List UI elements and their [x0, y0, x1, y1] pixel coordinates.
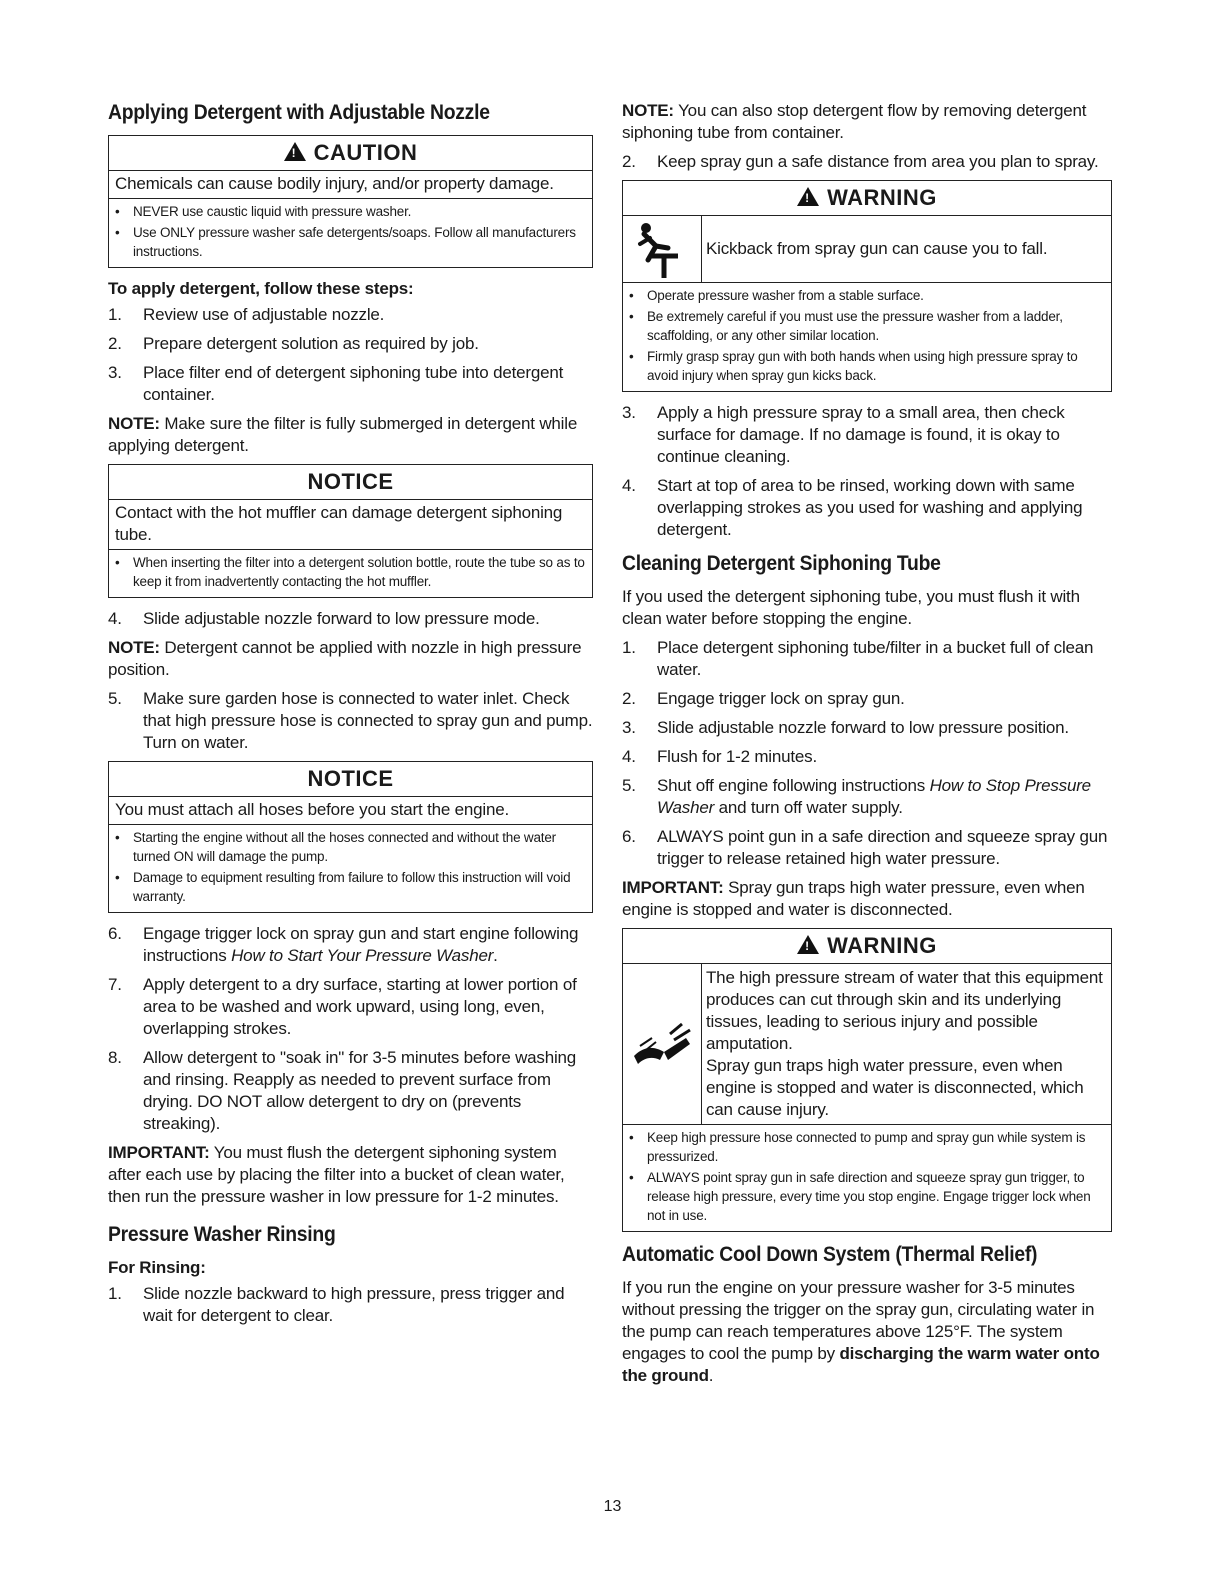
warning-triangle-icon [797, 935, 819, 954]
section-title-cool-down: Automatic Cool Down System (Thermal Relief) [622, 1242, 1038, 1266]
step-item: 2. Keep spray gun a safe distance from area you plan to spray. [622, 152, 1099, 171]
cool-down-text: If you run the engine on your pressure washer for 3-5 minutes without pressing the trigger on the spray gun, circulating water in the pump can reach temperatures above 125°F. The system engages to cool the pump by discharging the warm water onto the ground. [622, 1278, 1100, 1385]
step-item: 1. Place detergent siphoning tube/filter in a bucket full of clean water. [622, 638, 1094, 679]
note-high-pressure: NOTE: Detergent cannot be applied with nozzle in high pressure position. [108, 638, 582, 679]
bullet-item: • Operate pressure washer from a stable surface. [629, 286, 1107, 305]
step-item: 4. Start at top of area to be rinsed, working down with same overlapping strokes as you used for washing and applying detergent. [622, 476, 1083, 539]
page-number: 13 [603, 1498, 622, 1515]
fall-hazard-icon [623, 216, 702, 282]
bullet-item: • Firmly grasp spray gun with both hands when using high pressure spray to avoid injury when spray gun kicks back. [629, 347, 1107, 385]
step-item: 5. Shut off engine following instructions How to Stop Pressure Washer and turn off water supply. [622, 776, 1091, 817]
notice-header: NOTICE [109, 762, 592, 797]
step-item: 3. Slide adjustable nozzle forward to low pressure position. [622, 718, 1069, 737]
warning-bullets [623, 1125, 1111, 1231]
notice-message: Contact with the hot muffler can damage detergent siphoning tube. [109, 500, 592, 550]
bullet-item: • Starting the engine without all the hoses connected and without the water turned ON will damage the pump. [115, 828, 588, 866]
bullet-item: • Damage to equipment resulting from failure to follow this instruction will void warranty. [115, 868, 588, 906]
notice-message: You must attach all hoses before you start the engine. [109, 797, 592, 825]
warning-box-injection [622, 928, 1112, 1232]
steps-heading: To apply detergent, follow these steps: [108, 279, 414, 298]
rinsing-subheading: For Rinsing: [108, 1258, 206, 1277]
warning-message: Kickback from spray gun can cause you to fall. [706, 239, 1048, 258]
section-title-rinsing: Pressure Washer Rinsing [108, 1222, 336, 1246]
notice-header: NOTICE [109, 465, 592, 500]
step-item: 5. Make sure garden hose is connected to water inlet. Check that high pressure hose is connected to spray gun and pump. Turn on water. [108, 689, 593, 752]
warning-icon-row [623, 216, 1111, 283]
cleaning-intro: If you used the detergent siphoning tube, you must flush it with clean water before stopping the engine. [622, 587, 1080, 628]
warning-icon-row [623, 964, 1111, 1125]
warning-bullets [623, 283, 1111, 391]
important-flush: IMPORTANT: You must flush the detergent siphoning system after each use by placing the filter into a bucket of clean water, then run the pressure washer in low pressure for 1-2 minutes. [108, 1143, 565, 1206]
bullet-item: • When inserting the filter into a detergent solution bottle, route the tube so as to keep it from inadvertently contacting the hot muffler. [115, 553, 588, 591]
warning-box-kickback [622, 180, 1112, 392]
section-title-applying-detergent: Applying Detergent with Adjustable Nozzle [108, 100, 490, 124]
step-item: 7. Apply detergent to a dry surface, starting at lower portion of area to be washed and work upward, using long, even, overlapping strokes. [108, 975, 577, 1038]
injection-hazard-icon [623, 964, 702, 1124]
important-spray-gun: IMPORTANT: Spray gun traps high water pressure, even when engine is stopped and water is disconnected. [622, 878, 1085, 919]
bullet-item: • Use ONLY pressure washer safe detergents/soaps. Follow all manufacturers instructions. [115, 223, 588, 261]
step-item: 1. Review use of adjustable nozzle. [108, 305, 385, 324]
step-item: 8. Allow detergent to "soak in" for 3-5 minutes before washing and rinsing. Reapply as needed to prevent surface from drying. DO NOT allow detergent to dry on (prevents streaking). [108, 1048, 577, 1133]
warning-header: !WARNING [623, 181, 1111, 216]
warning-message: The high pressure stream of water that this equipment produces can cut through skin and its underlying tissues, leading to serious injury and possible amputation. Spray gun traps high water pressure, even when engine is stopped and water is disconnected, which can cause injury. [706, 968, 1103, 1119]
note-stop-detergent: NOTE: You can also stop detergent flow by removing detergent siphoning tube from container. [622, 101, 1087, 142]
step-item: 3. Apply a high pressure spray to a small area, then check surface for damage. If no damage is found, it is okay to continue cleaning. [622, 403, 1065, 466]
notice-bullets [109, 825, 592, 912]
bullet-item: • Keep high pressure hose connected to pump and spray gun while system is pressurized. [629, 1128, 1107, 1166]
bullet-item: • ALWAYS point spray gun in safe direction and squeeze spray gun trigger, to release high pressure, every time you stop engine. Engage trigger lock when not in use. [629, 1168, 1107, 1225]
step-item: 1. Slide nozzle backward to high pressure, press trigger and wait for detergent to clear. [108, 1284, 565, 1325]
step-item: 3. Place filter end of detergent siphoning tube into detergent container. [108, 363, 564, 404]
step-item: 6. Engage trigger lock on spray gun and start engine following instructions How to Start Your Pressure Washer. [108, 924, 579, 965]
bullet-item: • NEVER use caustic liquid with pressure washer. [115, 202, 588, 221]
caution-message: Chemicals can cause bodily injury, and/or property damage. [109, 171, 592, 199]
caution-bullets [109, 199, 592, 267]
note-filter-submerged: NOTE: Make sure the filter is fully submerged in detergent while applying detergent. [108, 414, 578, 455]
right-column [622, 100, 1112, 1394]
step-item: 2. Prepare detergent solution as required by job. [108, 334, 479, 353]
section-title-cleaning-tube: Cleaning Detergent Siphoning Tube [622, 551, 941, 575]
left-column [108, 100, 593, 1334]
notice-box-muffler [108, 464, 593, 598]
warning-triangle-icon [284, 142, 306, 161]
step-item: 6. ALWAYS point gun in a safe direction and squeeze spray gun trigger to release retained high water pressure. [622, 827, 1108, 868]
caution-box [108, 135, 593, 268]
caution-header: !CAUTION [109, 136, 592, 171]
notice-box-hoses [108, 761, 593, 913]
warning-header: !WARNING [623, 929, 1111, 964]
notice-bullets [109, 550, 592, 597]
warning-triangle-icon [797, 187, 819, 206]
step-item: 4. Flush for 1-2 minutes. [622, 747, 817, 766]
step-item: 4. Slide adjustable nozzle forward to low pressure mode. [108, 609, 540, 628]
bullet-item: • Be extremely careful if you must use the pressure washer from a ladder, scaffolding, or any other similar location. [629, 307, 1107, 345]
step-item: 2. Engage trigger lock on spray gun. [622, 689, 905, 708]
